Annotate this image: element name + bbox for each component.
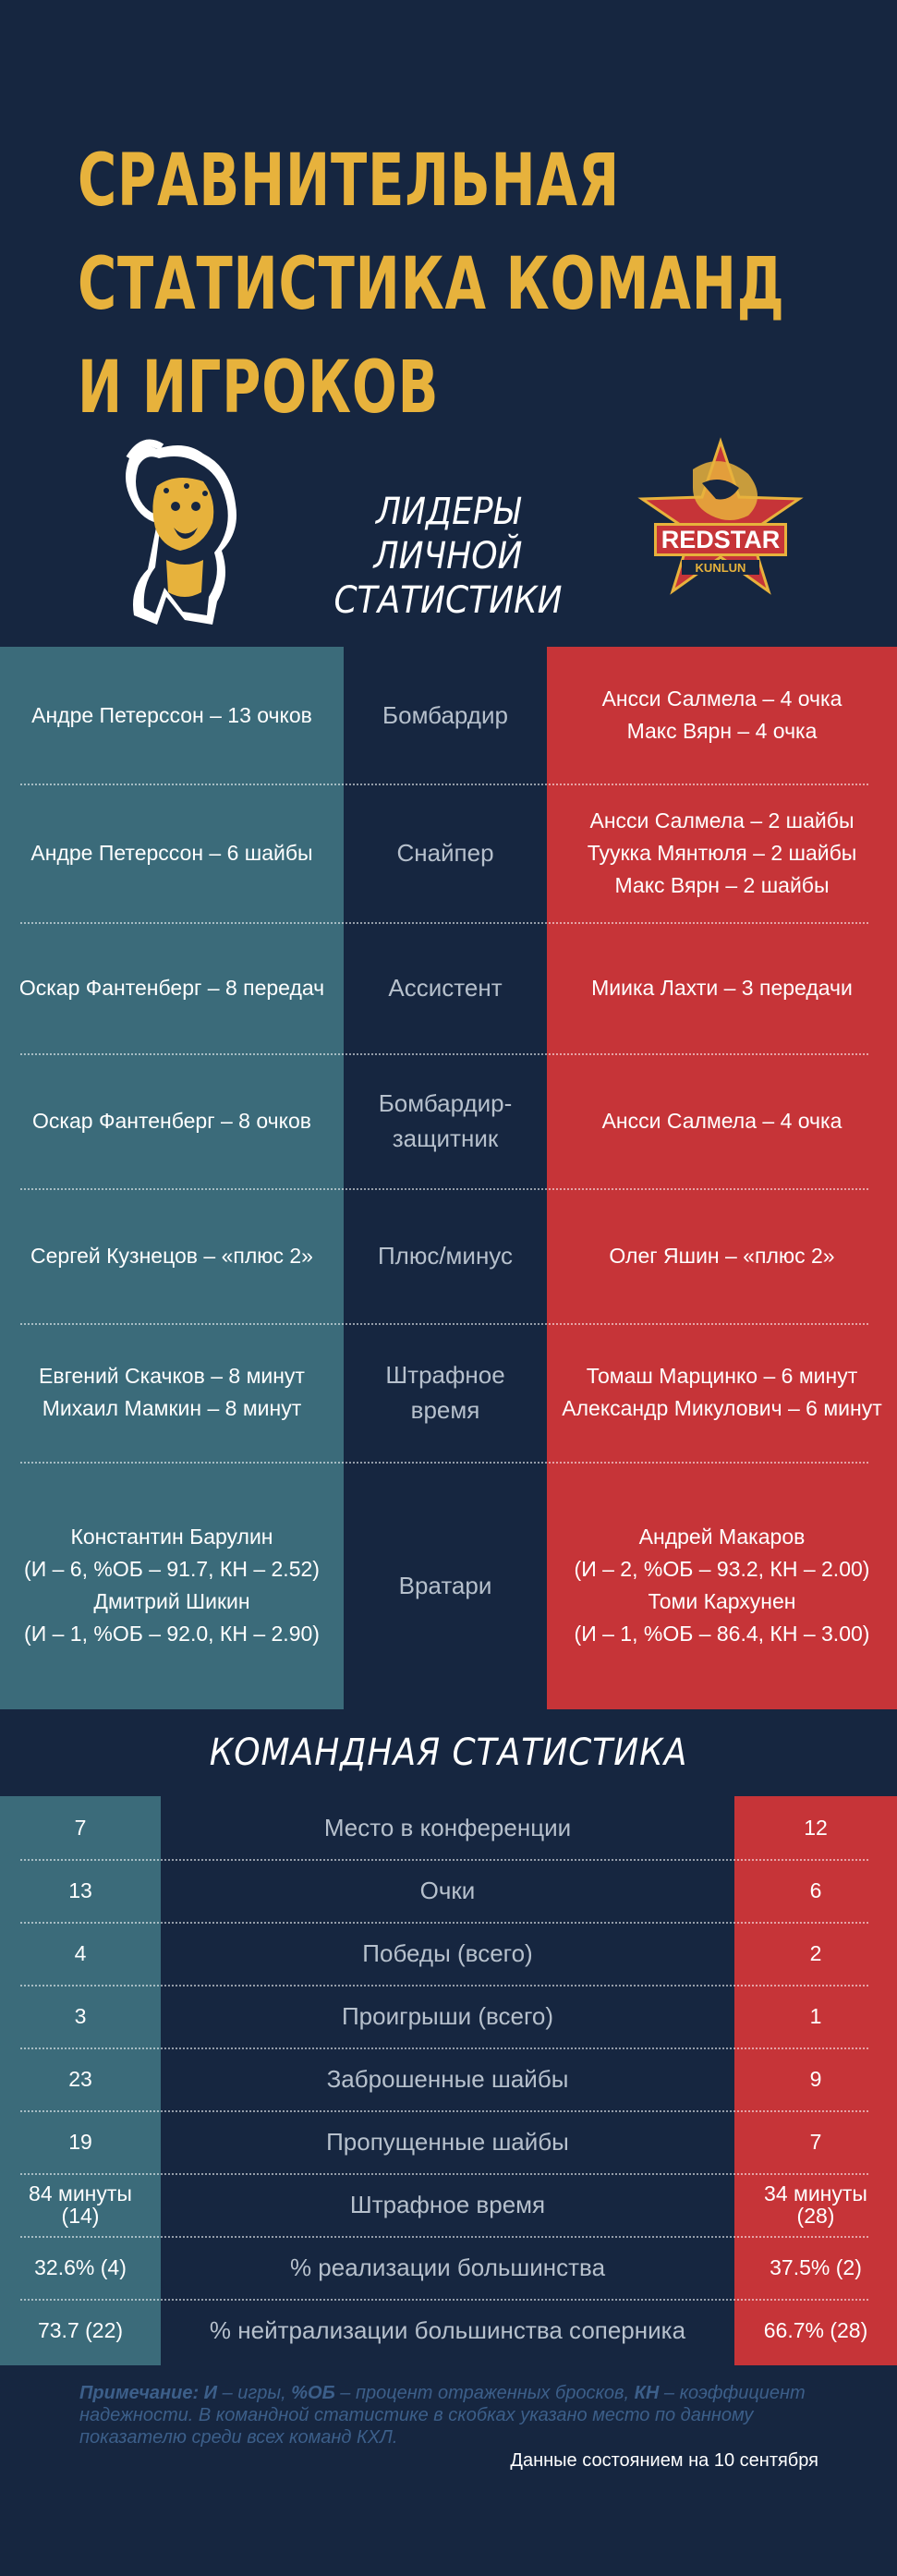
team-stat-category: Заброшенные шайбы <box>326 2064 569 2093</box>
leader-category-line: Бомбардир- <box>378 1089 513 1117</box>
team-stats-title: КОМАНДНАЯ СТАТИСТИКА <box>209 1732 688 1774</box>
team-stat-category: Проигрыши (всего) <box>341 2001 554 2030</box>
page-title-line: СТАТИСТИКА КОМАНД <box>78 243 785 326</box>
right-leader-line: (И – 2, %ОБ – 93.2, КН – 2.00) <box>574 1557 870 1581</box>
left-leader-line: Евгений Скачков – 8 минут <box>39 1364 305 1388</box>
team-stat-row <box>0 2236 897 2299</box>
right-team-value <box>734 1985 897 2047</box>
page-title-line: И ИГРОКОВ <box>78 346 440 430</box>
leader-category <box>344 1188 547 1323</box>
right-leader-line: Ансси Салмела – 2 шайбы <box>589 808 855 832</box>
leader-category-line: Вратари <box>398 1572 492 1599</box>
leader-row <box>0 1323 897 1462</box>
right-leader-line: Макс Вярн – 2 шайбы <box>614 872 830 897</box>
right-team-value <box>734 2110 897 2173</box>
leaders-section <box>0 647 897 1709</box>
leader-row <box>0 1053 897 1188</box>
right-team-value-line: 9 <box>809 2067 822 2091</box>
team-stat-row <box>0 1796 897 1859</box>
leader-row <box>0 647 897 784</box>
footnote-text: – игры, <box>217 2383 292 2403</box>
footnote-text: – коэффициент надежности. В командной статистике в скобках указано место по данному показателю среди всех команд КХЛ. <box>79 2383 806 2448</box>
footnote-label: Примечание: <box>79 2383 200 2403</box>
leader-category-line: защитник <box>392 1124 499 1152</box>
right-team-value <box>734 2299 897 2362</box>
team-stat-category: Место в конференции <box>323 1813 572 1841</box>
right-leader <box>547 922 897 1053</box>
team-stat-category: Пропущенные шайбы <box>326 2127 569 2156</box>
left-leader <box>0 1188 344 1323</box>
leaders-title <box>268 490 628 623</box>
leader-row <box>0 922 897 1053</box>
left-leader <box>0 1323 344 1462</box>
right-team-value-line: 1 <box>809 2004 822 2028</box>
left-leader-line: Оскар Фантенберг – 8 очков <box>32 1108 311 1133</box>
leader-row <box>0 1462 897 1709</box>
right-leader <box>547 1188 897 1323</box>
left-leader-line: Дмитрий Шикин <box>93 1589 250 1613</box>
leader-category-line: Штрафное <box>385 1361 505 1389</box>
left-team-value-line: 73.7 (22) <box>37 2318 124 2342</box>
left-leader-line: (И – 6, %ОБ – 91.7, КН – 2.52) <box>24 1557 320 1581</box>
right-leader-line: Александр Микулович – 6 минут <box>562 1396 882 1420</box>
right-team-value <box>734 2236 897 2299</box>
left-team-value-line: 7 <box>74 1816 87 1840</box>
team-stats-section <box>0 1796 897 2365</box>
left-leader-line: Андре Петерссон – 13 очков <box>31 702 312 727</box>
right-team-value <box>734 2173 897 2236</box>
left-team-value-line: 3 <box>74 2004 87 2028</box>
team-stat-category: % реализации большинства <box>289 2253 606 2281</box>
leader-category-line: время <box>410 1396 480 1424</box>
right-team-value-line: (28) <box>796 2204 835 2228</box>
left-team-value <box>0 1922 161 1985</box>
right-leader <box>547 1323 897 1462</box>
left-leader-line: Сергей Кузнецов – «плюс 2» <box>30 1243 313 1268</box>
team-stat-row <box>0 1922 897 1985</box>
leader-category-line: Ассистент <box>388 974 503 1002</box>
left-team-value-line: 32.6% (4) <box>34 2255 127 2279</box>
left-team-value-line: 84 минуты <box>29 2181 132 2205</box>
footnote <box>79 2382 818 2448</box>
redstar-logo-text: REDSTAR <box>661 526 781 553</box>
leader-category <box>344 922 547 1053</box>
right-team-value <box>734 1796 897 1859</box>
leader-row <box>0 784 897 922</box>
right-team-value <box>734 1859 897 1922</box>
right-leader-line: Макс Вярн – 4 очка <box>626 719 818 743</box>
footnote-abbr: И <box>203 2383 218 2403</box>
left-team-value-line: 19 <box>68 2130 92 2154</box>
team-stat-category: % нейтрализации большинства соперника <box>209 2315 686 2344</box>
redstar-kunlun-logo-icon <box>637 432 804 617</box>
kunlun-logo-text: KUNLUN <box>695 561 746 575</box>
leader-category-line: Бомбардир <box>382 701 508 729</box>
right-leader-line: Томи Кархунен <box>648 1589 796 1613</box>
right-leader-line: Андрей Макаров <box>638 1525 806 1549</box>
right-team-value-line: 6 <box>809 1878 822 1902</box>
leader-category-line: Плюс/минус <box>377 1242 514 1270</box>
left-leader-line: Михаил Мамкин – 8 минут <box>42 1396 302 1420</box>
leaders-title-line: ЛИДЕРЫ <box>376 491 520 533</box>
right-leader-line: Ансси Салмела – 4 очка <box>601 1108 842 1133</box>
leader-category <box>344 784 547 922</box>
team-stat-row <box>0 2047 897 2110</box>
team-stat-row <box>0 1859 897 1922</box>
left-leader-line: Константин Барулин <box>70 1525 273 1549</box>
right-leader-line: (И – 1, %ОБ – 86.4, КН – 3.00) <box>574 1622 870 1646</box>
left-leader-line: (И – 1, %ОБ – 92.0, КН – 2.90) <box>24 1622 320 1646</box>
page-title-line: СРАВНИТЕЛЬНАЯ <box>78 140 620 223</box>
leader-category <box>344 647 547 784</box>
right-team-value-line: 12 <box>804 1816 828 1840</box>
left-leader <box>0 1053 344 1188</box>
right-team-value-line: 7 <box>809 2130 822 2154</box>
right-team-value-line: 34 минуты <box>764 2181 867 2205</box>
right-team-value-line: 66.7% (28) <box>763 2318 868 2342</box>
left-team-value <box>0 2110 161 2173</box>
left-team-value-line: (14) <box>61 2204 100 2228</box>
left-team-value-line: 4 <box>74 1941 87 1965</box>
footnote-text: – процент отраженных бросков, <box>334 2383 635 2403</box>
right-leader-line: Миика Лахти – 3 передачи <box>591 975 853 1000</box>
footnote-abbr: %ОБ <box>291 2383 335 2403</box>
right-leader <box>547 1462 897 1709</box>
right-team-value <box>734 2047 897 2110</box>
right-team-value-line: 37.5% (2) <box>770 2255 862 2279</box>
team-stat-row <box>0 2299 897 2362</box>
left-leader <box>0 784 344 922</box>
left-team-value <box>0 1796 161 1859</box>
leader-category <box>344 1323 547 1462</box>
team-stat-row <box>0 2173 897 2236</box>
left-team-value <box>0 1985 161 2047</box>
team-stat-category: Штрафное время <box>349 2190 546 2218</box>
data-date: Данные состоянием на 10 сентября <box>510 2450 818 2471</box>
right-leader-line: Туукка Мянтюля – 2 шайбы <box>587 840 857 865</box>
leader-category-line: Снайпер <box>396 839 494 867</box>
right-team-value <box>734 1922 897 1985</box>
left-team-value <box>0 1859 161 1922</box>
page-title <box>78 129 785 440</box>
left-team-value <box>0 2173 161 2236</box>
left-team-value-line: 23 <box>68 2067 92 2091</box>
left-leader-line: Оскар Фантенберг – 8 передач <box>18 975 325 1000</box>
team-stat-row <box>0 1985 897 2047</box>
right-leader <box>547 647 897 784</box>
leader-category <box>344 1462 547 1709</box>
footnote-abbr: КН <box>634 2383 660 2403</box>
left-leader <box>0 1462 344 1709</box>
left-team-value <box>0 2236 161 2299</box>
right-leader-line: Олег Яшин – «плюс 2» <box>609 1243 835 1268</box>
left-team-value <box>0 2047 161 2110</box>
right-leader-line: Томаш Марцинко – 6 минут <box>586 1364 858 1388</box>
right-team-value-line: 2 <box>809 1941 822 1965</box>
leaders-title-line: ЛИЧНОЙ СТАТИСТИКИ <box>333 535 563 622</box>
left-leader-line: Андре Петерссон – 6 шайбы <box>30 840 313 865</box>
leopard-logo-icon <box>102 431 249 634</box>
left-team-value <box>0 2299 161 2362</box>
leader-category <box>344 1053 547 1188</box>
left-team-value-line: 13 <box>68 1878 92 1902</box>
left-leader <box>0 647 344 784</box>
team-stat-category: Победы (всего) <box>362 1938 533 1967</box>
team-stat-row <box>0 2110 897 2173</box>
right-leader <box>547 784 897 922</box>
right-leader-line: Ансси Салмела – 4 очка <box>601 687 842 711</box>
left-leader <box>0 922 344 1053</box>
leader-row <box>0 1188 897 1323</box>
right-leader <box>547 1053 897 1188</box>
team-stat-category: Очки <box>419 1876 476 1904</box>
